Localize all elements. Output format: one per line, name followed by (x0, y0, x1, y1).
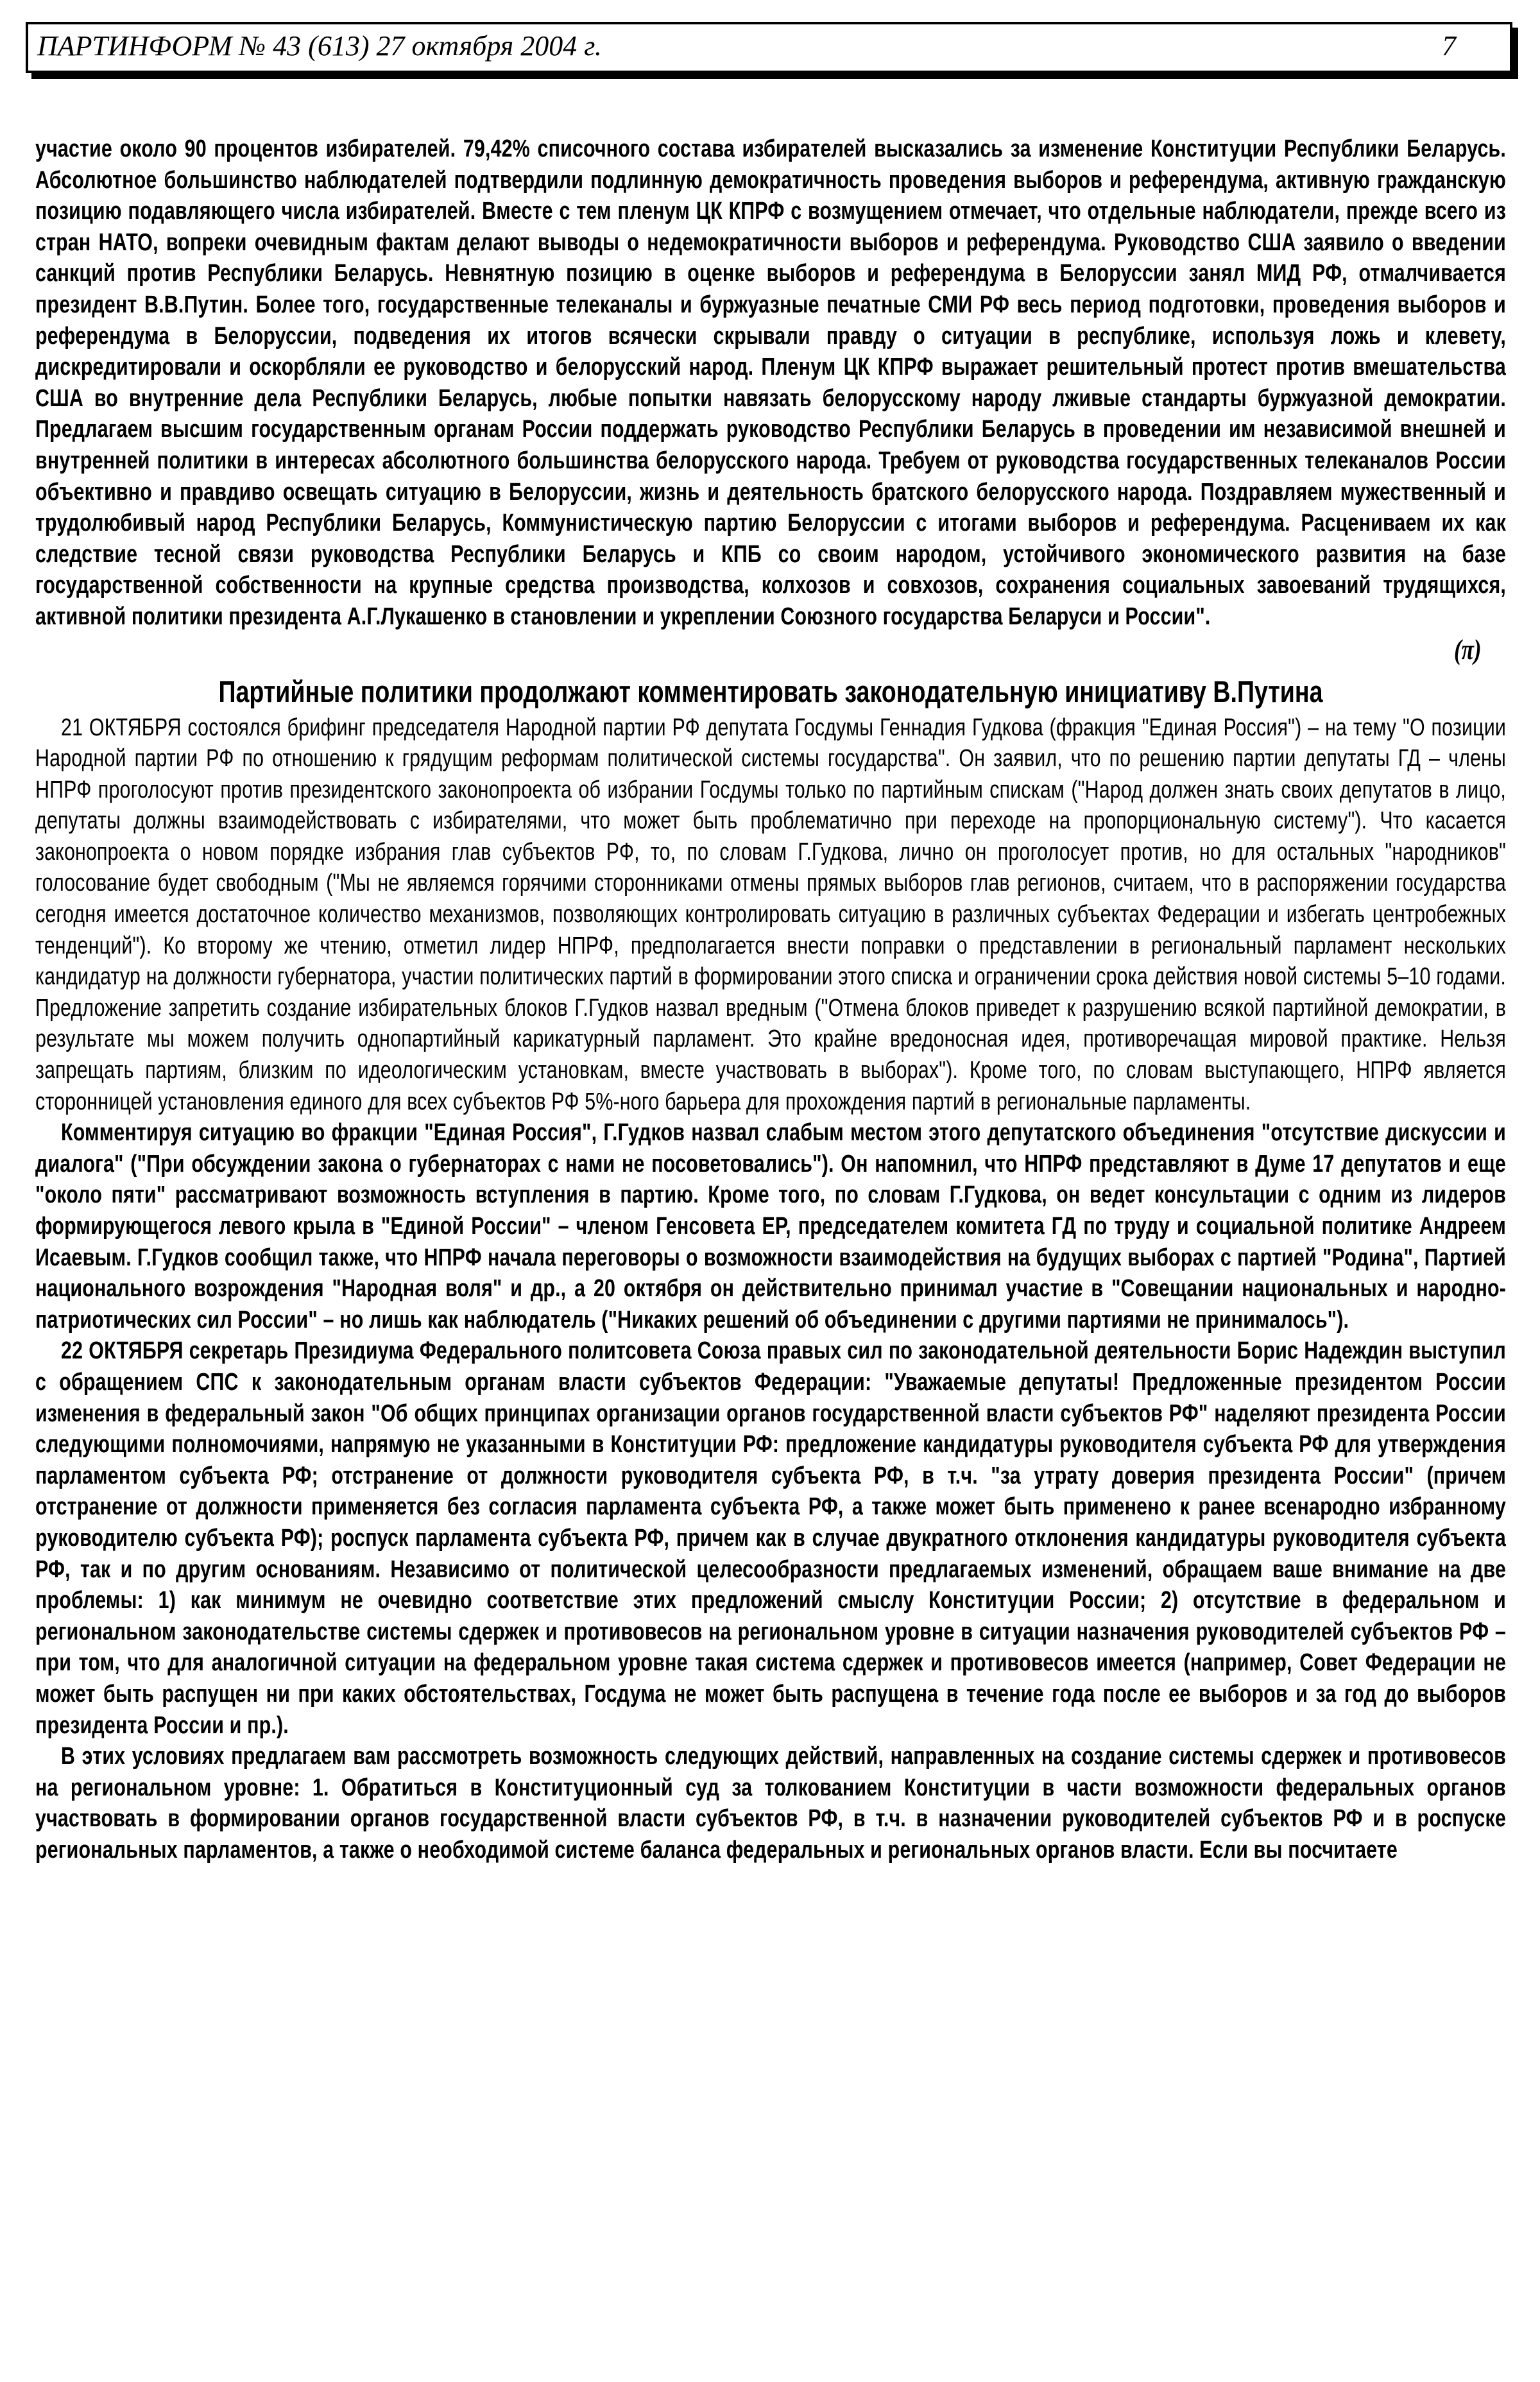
item-end-marker: (π) (1453, 633, 1482, 665)
newsletter-title: ПАРТИНФОРМ № 43 (613) 27 октября 2004 г. (37, 30, 602, 62)
paragraph-21-october-gudkov-briefing: 21 ОКТЯБРЯ состоялся брифинг председателя Народной партии РФ депутата Госдумы Геннадия Гудкова (фракция "Единая Россия") – на тему "О позиции Народной партии РФ по отношению к грядущим реформам политической системы государства". Он заявил, что по решению партии депутаты ГД – члены НПРФ проголосуют против президентского законопроекта об избрании Госдумы только по партийным спискам ("Народ должен знать своих депутатов в лицо, депутаты должны взаимодействовать с избирателями, что может быть проблематично при переходе на пропорциональную систему"). Что касается законопроекта о новом порядке избрания глав субъектов РФ, то, по словам Г.Гудкова, лично он проголосует против, но для остальных "народников" голосование будет свободным ("Мы не являемся горячими сторонниками отмены прямых выборов глав регионов, считаем, что в распоряжении государства сегодня имеется достаточное количество механизмов, позволяющих контролировать ситуацию в различных субъектах Федерации и избегать центробежных тенденций"). Ко второму же чтению, отметил лидер НПРФ, предполагается внести поправки о представлении в региональный парламент нескольких кандидатур на должности губернатора, участии политических партий в формировании этого списка и ограничении срока действия новой системы 5–10 годами. Предложение запретить создание избирательных блоков Г.Гудков назвал вредным ("Отмена блоков приведет к разрушению всякой партийной демократии, в результате мы можем получить однопартийный карикатурный парламент. Это крайне вредоносная идея, противоречащая мировой практике. Нельзя запрещать партиям, близким по идеологическим установкам, вместе участвовать в выборах"). Кроме того, по словам выступающего, НПРФ является сторонницей установления единого для всех субъектов РФ 5%-ного барьера для прохождения партий в региональные парламенты. (35, 714, 1506, 1115)
paragraph-gudkov-united-russia-comment: Комментируя ситуацию во фракции "Единая Россия", Г.Гудков назвал слабым местом этого депутатского объединения "отсутствие дискуссии и диалога" ("При обсуждении закона о губернаторах с нами не посоветовались"). Он напомнил, что НПРФ представляют в Думе 17 депутатов и еще "около пяти" рассматривают возможность вступления в партию. Кроме того, по словам Г.Гудкова, он ведет консультации с одним из лидеров формирующегося левого крыла в "Единой России" – членом Генсовета ЕР, председателем комитета ГД по труду и социальной политике Андреем Исаевым. Г.Гудков сообщил также, что НПРФ начала переговоры о возможности взаимодействия на будущих выборах с партией "Родина", Партией национального возрождения "Народная воля" и др., а 20 октября он действительно принимал участие в "Совещании национальных и народно-патриотических сил России" – но лишь как наблюдатель ("Никаких решений об объединении с другими партиями не принималось"). (35, 1119, 1506, 1333)
paragraph-22-october-nadezhdin-appeal: 22 ОКТЯБРЯ секретарь Президиума Федерального политсовета Союза правых сил по законодательной деятельности Борис Надеждин выступил с обращением СПС к законодательным органам власти субъектов Федерации: "Уважаемые депутаты! Предложенные президентом России изменения в федеральный закон "Об общих принципах организации органов государственной власти субъектов РФ" наделяют президента России следующими полномочиями, напрямую не указанными в Конституции РФ: предложение кандидатуры руководителя субъекта РФ для утверждения парламентом субъекта РФ; отстранение от должности руководителя субъекта РФ, в т.ч. "за утрату доверия президента России" (причем отстранение от должности применяется без согласия парламента субъекта РФ, а также может быть применено к ранее всенародно избранному руководителю субъекта РФ); роспуск парламента субъекта РФ, причем как в случае двукратного отклонения кандидатуры руководителя субъекта РФ, так и по другим основаниям. Независимо от политической целесообразности предлагаемых изменений, обращаем ваше внимание на две проблемы: 1) как минимум не очевидно соответствие этих предложений смыслу Конституции России; 2) отсутствие в федеральном и региональном законодательстве системы сдержек и противовесов на региональном уровне в ситуации назначения руководителей субъектов РФ – при том, что для аналогичной ситуации на федеральном уровне такая система сдержек и противовесов имеется (например, Совет Федерации не может быть распущен ни при каких обстоятельствах, Госдума не может быть распущена в течение года после ее выборов и за год до выборов президента России и пр.). (35, 1337, 1506, 1739)
article-body (35, 133, 1506, 1865)
page-header (26, 22, 1512, 73)
paragraph-proposed-actions: В этих условиях предлагаем вам рассмотреть возможность следующих действий, направленных на создание системы сдержек и противовесов на региональном уровне: 1. Обратиться в Конституционный суд за толкованием Конституции в части возможности федеральных органов участвовать в формировании органов государственной власти субъектов РФ, в т.ч. в назначении руководителей субъектов РФ и в роспуске региональных парламентов, а также о необходимой системе баланса федеральных и региональных органов власти. Если вы посчитаете (35, 1743, 1506, 1864)
text-column (35, 133, 1506, 1865)
continued-paragraph-kprf-statement: участие около 90 процентов избирателей. 79,42% списочного состава избирателей высказались за изменение Конституции Республики Беларусь. Абсолютное большинство наблюдателей подтвердили подлинную демократичность проведения выборов и референдума, активную гражданскую позицию подавляющего числа избирателей. Вместе с тем пленум ЦК КПРФ с возмущением отмечает, что отдельные наблюдатели, прежде всего из стран НАТО, вопреки очевидным фактам делают выводы о недемократичности выборов и референдума. Руководство США заявило о введении санкций против Республики Беларусь. Невнятную позицию в оценке выборов и референдума в Белоруссии занял МИД РФ, отмалчивается президент В.В.Путин. Более того, государственные телеканалы и буржуазные печатные СМИ РФ весь период подготовки, проведения выборов и референдума в Белоруссии, подведения их итогов всячески скрывали правду о ситуации в республике, используя ложь и клевету, дискредитировали и оскорбляли ее руководство и белорусский народ. Пленум ЦК КПРФ выражает решительный протест против вмешательства США во внутренние дела Республики Беларусь, любые попытки навязать белорусскому народу лживые стандарты буржуазной демократии. Предлагаем высшим государственным органам России поддержать руководство Республики Беларусь в проведении им независимой внешней и внутренней политики в интересах абсолютного большинства белорусского народа. Требуем от руководства государственных телеканалов России объективно и правдиво освещать ситуацию в Белоруссии, жизнь и деятельность братского белорусского народа. Поздравляем мужественный и трудолюбивый народ Республики Беларусь, Коммунистическую партию Белоруссии с итогами выборов и референдума. Расцениваем их как следствие тесной связи руководства Республики Беларусь и КПБ со своим народом, устойчивого экономического развития на базе государственной собственности на крупные средства производства, колхозов и совхозов, сохранения социальных завоеваний трудящихся, активной политики президента А.Г.Лукашенко в становлении и укреплении Союзного государства Беларуси и России". (35, 135, 1506, 630)
section-heading: Партийные политики продолжают комментировать законодательную инициативу В.Путина (218, 674, 1323, 708)
page-number: 7 (1442, 30, 1456, 62)
